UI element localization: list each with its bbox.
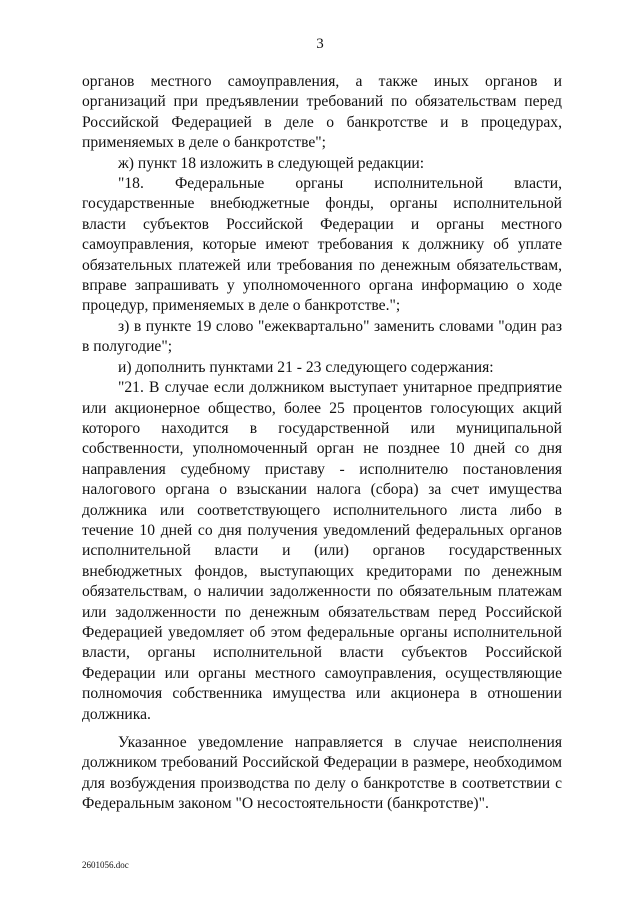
- paragraph-continuation: органов местного самоуправления, а также иных органов и организаций при предъявлении требований по обязательствам перед Российской Федерацией в деле о банкротстве и в процедурах, применяемых в деле о банкротстве";: [82, 73, 562, 152]
- page-number: 3: [316, 36, 324, 52]
- paragraph-item-i: и) дополнить пунктами 21 - 23 следующего содержания:: [118, 358, 494, 376]
- paragraph-notification: Указанное уведомление направляется в случае неисполнения должником требований Российской Федерации в размере, необходимом для возбуждения производства по делу о банкротстве в соответствии с Федеральным законом "О несостоятельности (банкротстве)".: [82, 734, 562, 813]
- paragraph-item-z: з) в пункте 19 слово "ежеквартально" заменить словами "один раз в полугодие";: [82, 317, 562, 356]
- paragraph-point-18: "18. Федеральные органы исполнительной власти, государственные внебюджетные фонды, органы исполнительной власти субъектов Российской Федерации и органы местного самоуправления, которые имеют требования к должнику об уплате обязательных платежей или требования по денежным обязательствам, вправе запрашивать у уполномоченного органа информацию о ходе процедур, применяемых в деле о банкротстве.";: [82, 175, 562, 315]
- paragraph-item-zh: ж) пункт 18 изложить в следующей редакции:: [118, 154, 425, 172]
- footer-file-code: 2601056.doc: [82, 860, 129, 870]
- document-body: [82, 72, 562, 815]
- paragraph-point-21: "21. В случае если должником выступает унитарное предприятие или акционерное общество, более 25 процентов голосующих акций которого находится в государственной или муниципальной собственности, уполномоченный орган не позднее 10 дней со дня направления судебному приставу - исполнителю постановления налогового органа о взыскании налога (сбора) за счет имущества должника или соответствующего исполнительного листа либо в течение 10 дней со дня получения уведомлений федеральных органов исполнительной власти и (или) органов государственных внебюджетных фондов, выступающих кредиторами по денежным обязательствам, о наличии задолженности по обязательным платежам или задолженности по денежным обязательствам перед Российской Федерацией уведомляет об этом федеральные органы исполнительной власти, органы исполнительной власти субъектов Российской Федерации или органы местного самоуправления, осуществляющие полномочия собственника имущества или акционера в отношении должника.: [82, 379, 562, 723]
